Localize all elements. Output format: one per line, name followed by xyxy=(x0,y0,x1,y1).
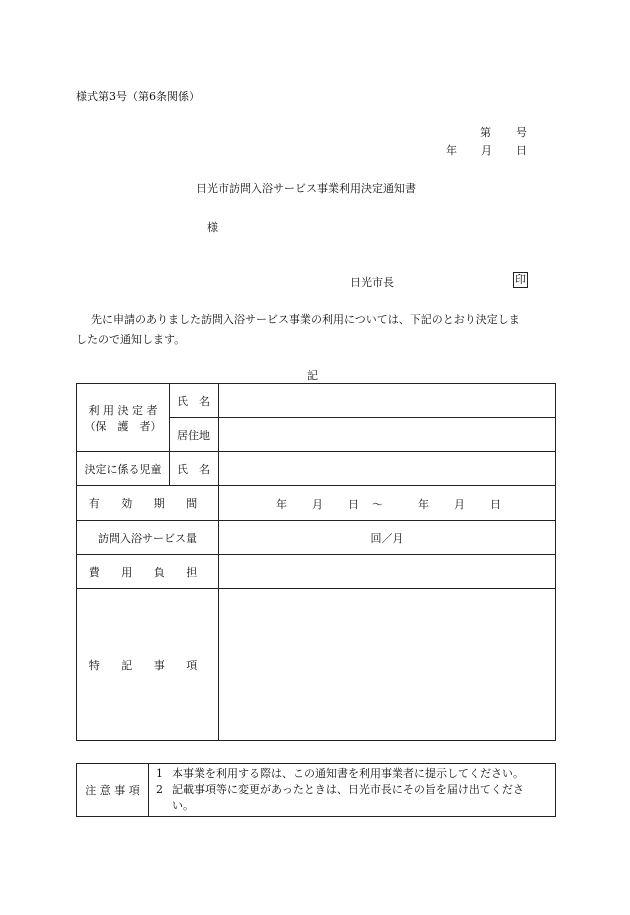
body-text-line2: したので通知します。 xyxy=(76,333,186,346)
period-year2: 年 xyxy=(418,498,429,511)
address-label: 居住地 xyxy=(170,418,219,452)
note-item xyxy=(156,766,553,782)
date-month: 月 xyxy=(481,144,492,157)
child-name-field[interactable] xyxy=(219,452,556,486)
notes-content xyxy=(149,764,556,817)
notes-table xyxy=(76,763,556,817)
doc-number-dai: 第 xyxy=(480,126,491,139)
name-label: 氏 名 xyxy=(170,384,219,418)
ki-heading: 記 xyxy=(307,369,318,382)
note-item xyxy=(156,782,553,798)
period-month1: 月 xyxy=(312,498,323,511)
period-tilde: ～ xyxy=(372,498,383,511)
applicant-label-cell xyxy=(77,384,170,452)
note-text: 記載事項等に変更があったときは、日光市長にその旨を届け出てくださ xyxy=(172,783,524,796)
addressee-suffix: 様 xyxy=(207,221,218,234)
applicant-name-field[interactable] xyxy=(219,384,556,418)
service-amount-label: 訪問入浴サービス量 xyxy=(77,521,219,555)
period-label: 有 効 期 間 xyxy=(77,486,219,521)
seal-mark: 印 xyxy=(515,273,526,286)
period-year1: 年 xyxy=(276,498,287,511)
document-title: 日光市訪問入浴サービス事業利用決定通知書 xyxy=(196,182,416,195)
main-table xyxy=(76,383,556,741)
applicant-label-line1: 利 用 決 定 者 xyxy=(88,403,158,417)
date-day: 日 xyxy=(516,144,527,157)
period-month2: 月 xyxy=(454,498,465,511)
period-day2: 日 xyxy=(490,498,501,511)
body-text-line1: 先に申請のありました訪問入浴サービス事業の利用については、下記のとおり決定しま xyxy=(91,313,520,326)
period-field[interactable] xyxy=(219,486,556,521)
issuer-name: 日光市長 xyxy=(350,276,394,289)
special-notes-label: 特 記 事 項 xyxy=(77,589,219,741)
note-item xyxy=(156,798,553,814)
applicant-label-line2: （保 護 者） xyxy=(84,419,162,433)
period-day1: 日 xyxy=(348,498,359,511)
date-year: 年 xyxy=(446,144,457,157)
note-number xyxy=(156,798,172,814)
notes-label: 注 意 事 項 xyxy=(77,764,149,817)
special-notes-field[interactable] xyxy=(219,589,556,741)
note-text: 本事業を利用する際は、この通知書を利用事業者に提示してください。 xyxy=(172,767,524,780)
child-name-label: 氏 名 xyxy=(170,452,219,486)
note-number: 2 xyxy=(156,783,163,796)
service-amount-value[interactable]: 回／月 xyxy=(219,521,556,555)
note-number: 1 xyxy=(156,767,163,780)
child-label: 決定に係る児童 xyxy=(77,452,170,486)
cost-field[interactable] xyxy=(219,555,556,589)
cost-label: 費 用 負 担 xyxy=(77,555,219,589)
doc-number-go: 号 xyxy=(516,126,527,139)
note-text: い。 xyxy=(172,799,194,812)
applicant-address-field[interactable] xyxy=(219,418,556,452)
form-id: 様式第3号（第6条関係） xyxy=(76,90,200,103)
